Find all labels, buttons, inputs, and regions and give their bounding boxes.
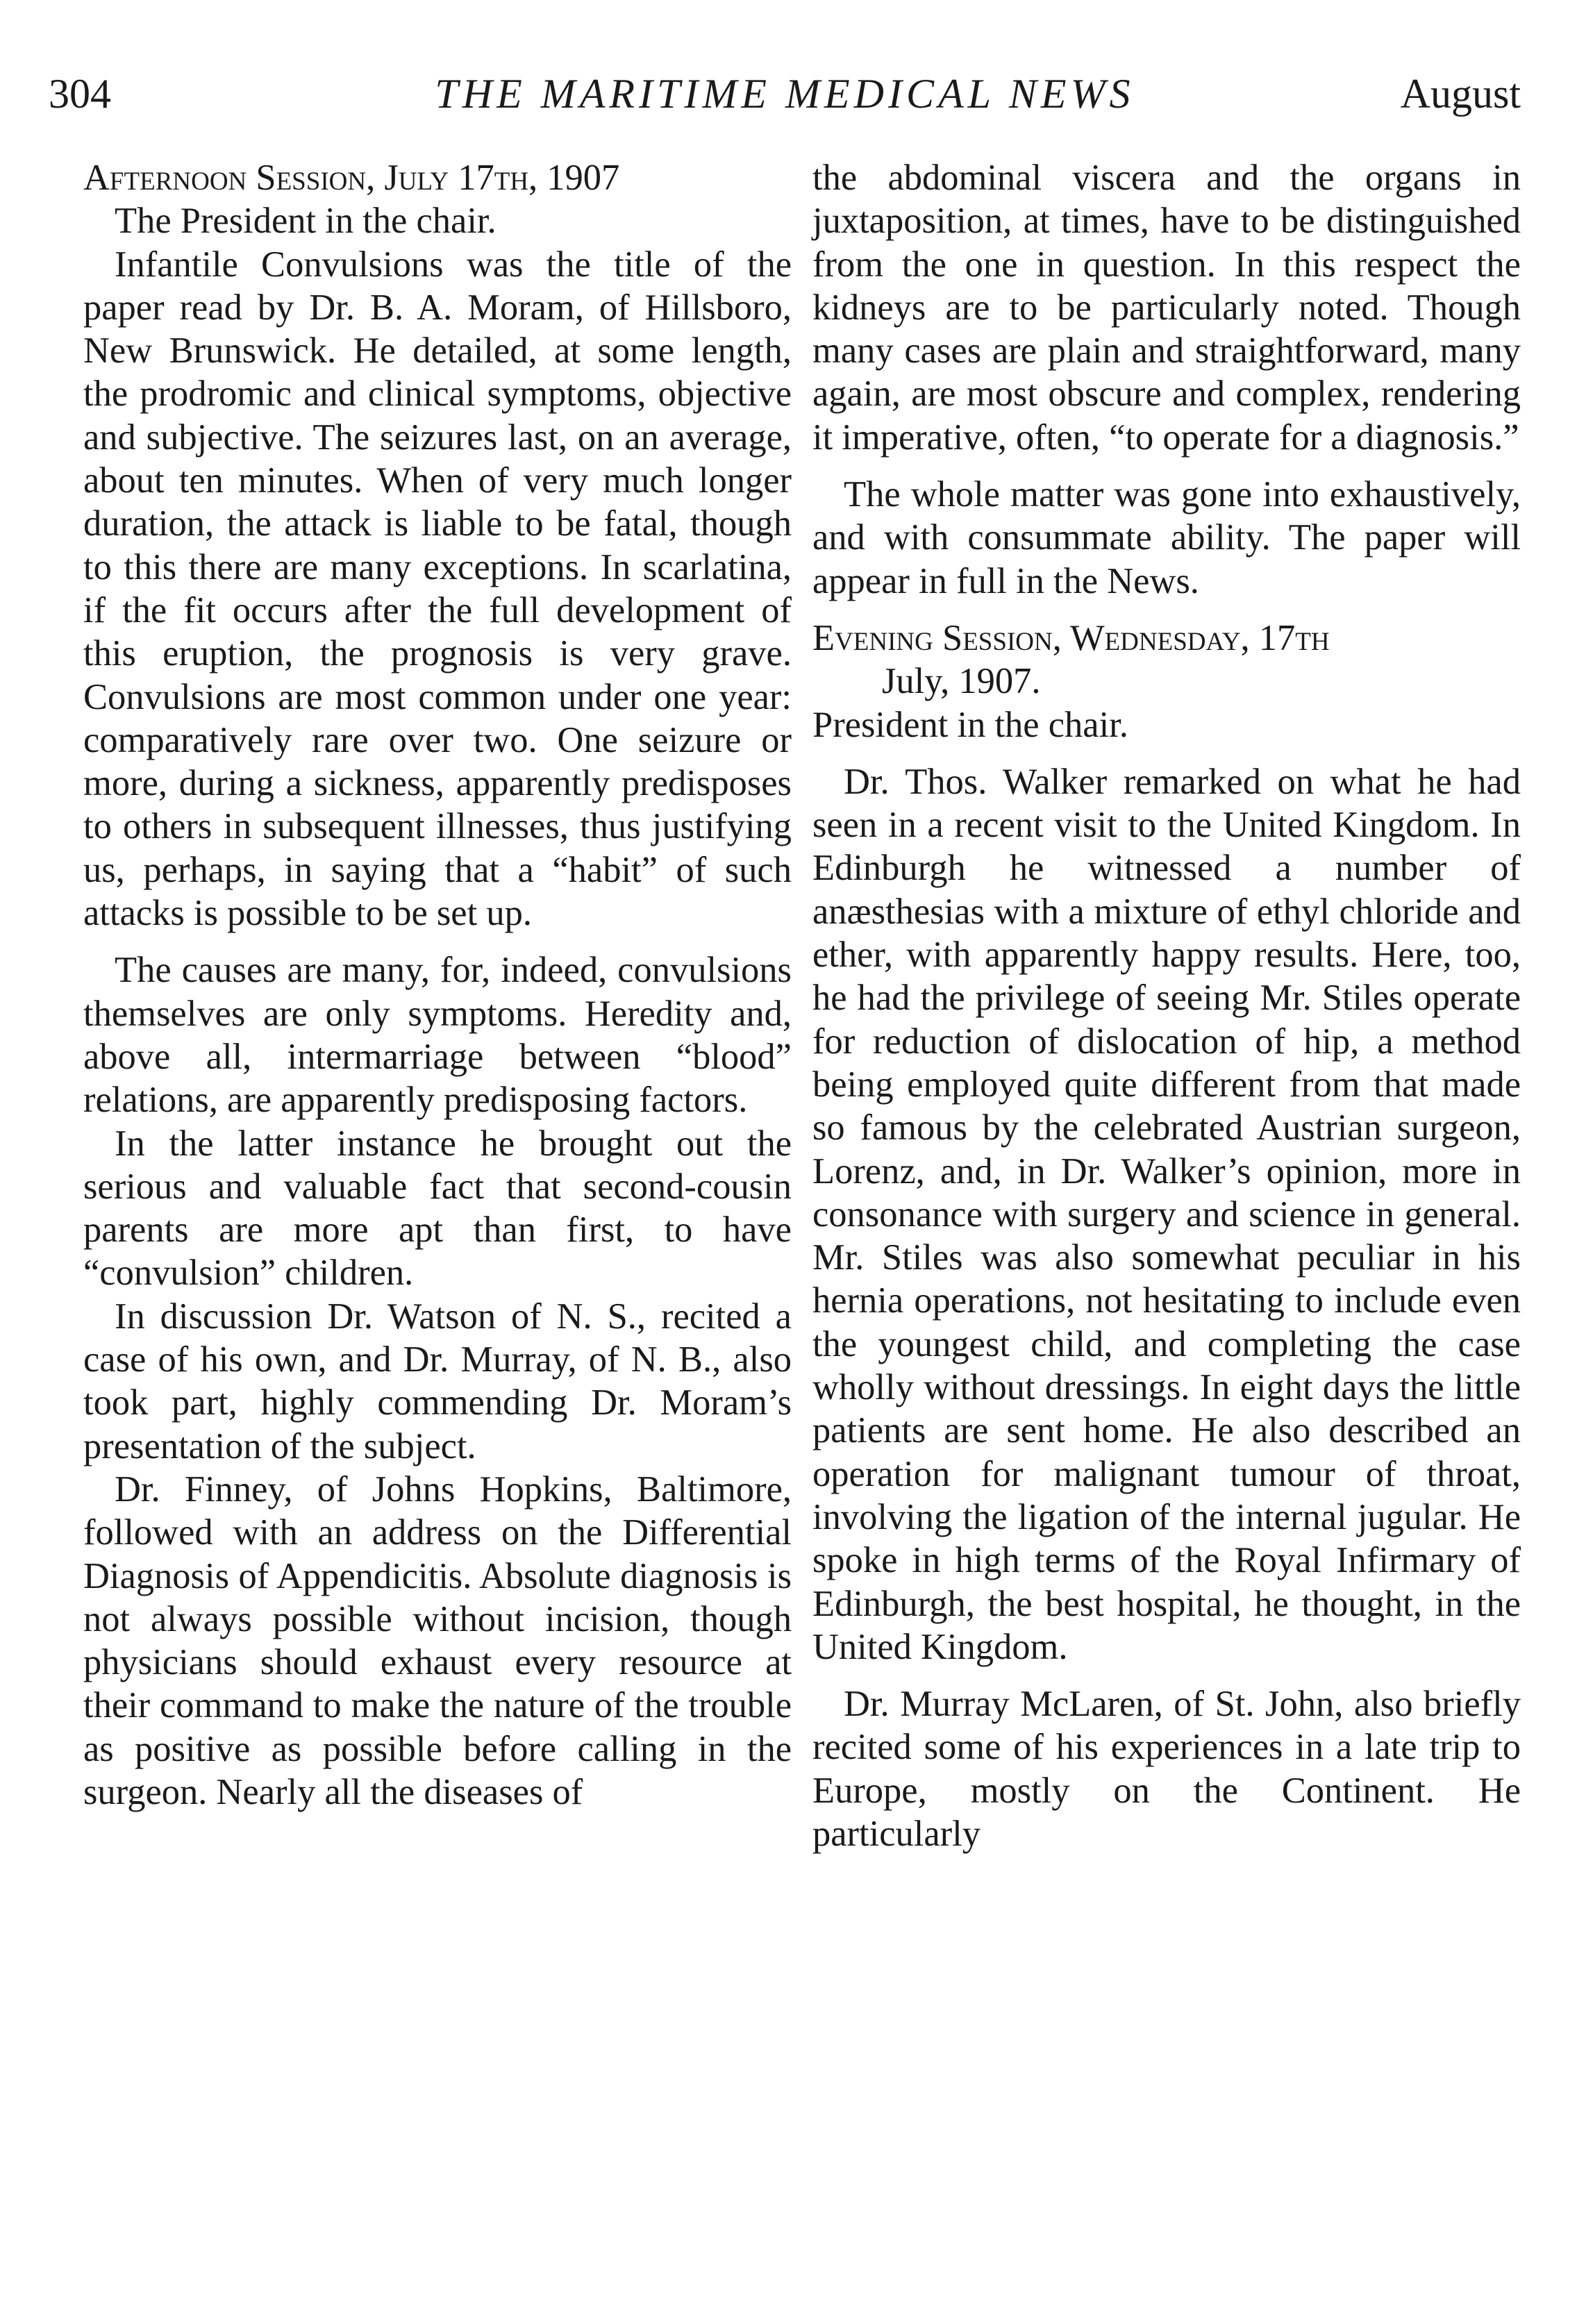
page-header xyxy=(49,56,1521,132)
running-head-month: August xyxy=(1400,71,1521,117)
paragraph-president-chair: The President in the chair. xyxy=(115,201,497,242)
journal-title: THE MARITIME MEDICAL NEWS xyxy=(435,71,1135,117)
paragraph-dr-walker: Dr. Thos. Walker remarked on what he had seen in a recent visit to the United Kingdom. In Edinburgh he witnessed a number of anæsthesias with a mixture of ethyl chloride and ether, with apparently happy results. Here, too, he had the privilege of seeing Mr. Stiles operate for reduction of dislocation of hip, a method being employed quite different from that made so famous by the celebrated Austrian surgeon, Lorenz, and, in Dr. Walker’s opinion, more in consonance with surgery and science in general. Mr. Stiles was also somewhat peculiar in his hernia operations, not hesitating to include even the youngest child, and completing the case wholly without dressings. In eight days the little patients are sent home. He also described an operation for malignant tumour of throat, involving the ligation of the internal jugular. He spoke in high terms of the Royal Infirmary of Edinburgh, the best hospital, he thought, in the United Kingdom. xyxy=(812,761,1521,1667)
evening-session-heading xyxy=(812,617,1521,703)
left-column xyxy=(83,156,792,1814)
page-number: 304 xyxy=(49,71,111,117)
paragraph-dr-mclaren: Dr. Murray McLaren, of St. John, also briefly recited some of his experiences in a late trip to Europe, mostly on the Continent. He particularly xyxy=(812,1684,1521,1854)
paragraph-abdominal-viscera: the abdominal viscera and the organs in juxtaposition, at times, have to be distinguished from the one in question. In this respect the kidneys are to be particularly noted. Though many cases are plain and straightforward, many again, are most obscure and complex, rendering it imperative, often, “to operate for a diagnosis.” xyxy=(812,158,1521,458)
paragraph-infantile-convulsions: Infantile Convulsions was the title of the paper read by Dr. B. A. Moram, of Hillsboro, New Brunswick. He detailed, at some length, the prodromic and clinical symptoms, objective and subjective. The seizures last, on an average, about ten minutes. When of very much longer duration, the attack is liable to be fatal, though to this there are many exceptions. In scarlatina, if the fit occurs after the full development of this eruption, the prognosis is very grave. Convulsions are most common under one year: comparatively rare over two. One seizure or more, during a sickness, apparently predisposes to others in subsequent illnesses, thus justifying us, perhaps, in saying that a “habit” of such attacks is possible to be set up. xyxy=(83,244,792,934)
paragraph-whole-matter: The whole matter was gone into exhaustively, and with consummate ability. The paper will appear in full in the News. xyxy=(812,474,1521,601)
evening-session-heading-line2: July, 1907. xyxy=(882,661,1041,702)
paragraph-latter-instance: In the latter instance he brought out the serious and valuable fact that second-cousin parents are more apt than first, to have “convulsion” children. xyxy=(83,1123,792,1294)
evening-session-heading-line1: Evening Session, Wednesday, 17th xyxy=(812,617,1330,658)
paragraph-discussion: In discussion Dr. Watson of N. S., recited a case of his own, and Dr. Murray, of N. B., also took part, highly commending Dr. Moram’s presentation of the subject. xyxy=(83,1296,792,1466)
paragraph-president-in-chair: President in the chair. xyxy=(812,704,1128,745)
afternoon-session-heading: Afternoon Session, July 17th, 1907 xyxy=(83,158,620,198)
right-column xyxy=(812,156,1521,1855)
paragraph-causes: The causes are many, for, indeed, convulsions themselves are only symptoms. Heredity and, above all, intermarriage between “blood” relations, are apparently predisposing factors. xyxy=(83,950,792,1121)
paragraph-dr-finney: Dr. Finney, of Johns Hopkins, Baltimore, followed with an address on the Differential Diagnosis of Appendicitis. Absolute diagnosis is not always possible without incision, though physicians should exhaust every resource at their command to make the nature of the trouble as positive as possible before calling in the surgeon. Nearly all the diseases of xyxy=(83,1469,792,1812)
